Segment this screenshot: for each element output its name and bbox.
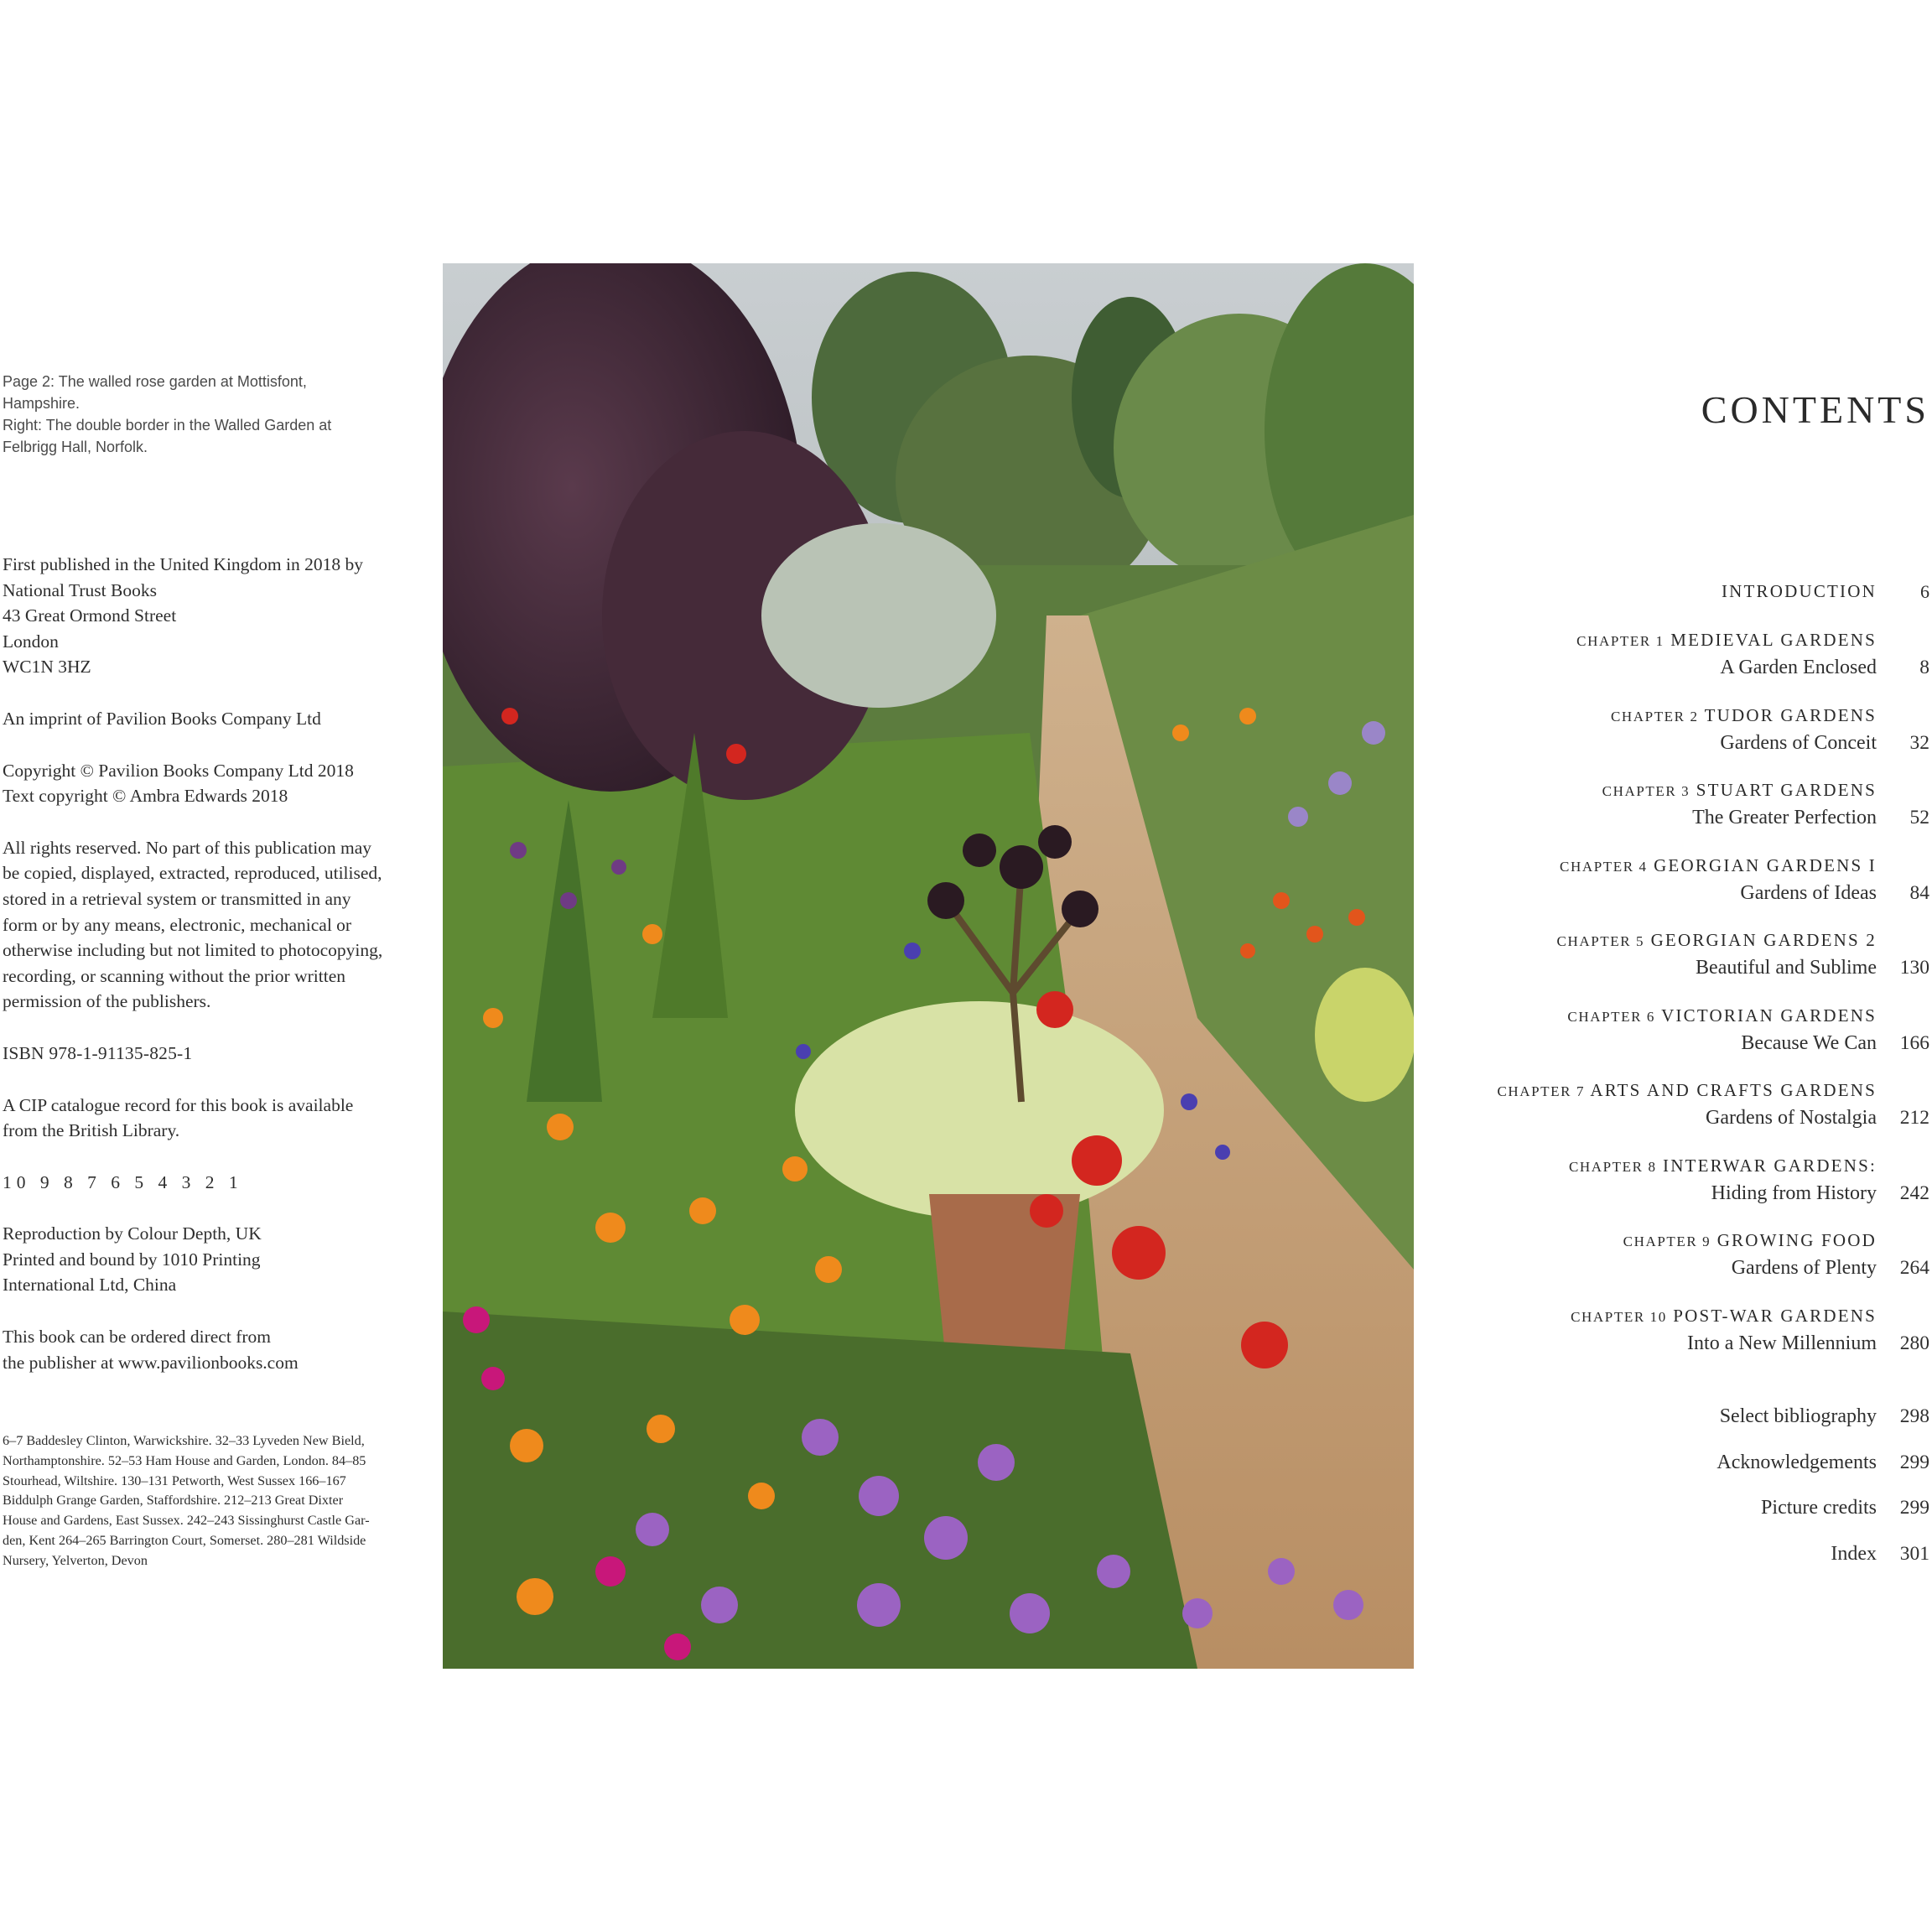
toc-heading [1571, 1306, 1877, 1327]
chapter-number: CHAPTER 10 [1571, 1308, 1667, 1325]
toc-heading [1557, 930, 1877, 951]
toc-heading: INTRODUCTION [1721, 581, 1877, 601]
chapter-title: GROWING FOOD [1716, 1230, 1877, 1250]
contents-title: CONTENTS [1701, 388, 1929, 431]
chapter-title: GEORGIAN GARDENS I [1654, 854, 1877, 875]
toc-entry-chapter[interactable] [1259, 1230, 1929, 1306]
back-matter-label: Acknowledgements [1716, 1451, 1877, 1473]
chapter-number: CHAPTER 1 [1576, 633, 1665, 649]
toc-entry-chapter[interactable] [1259, 705, 1929, 781]
toc-entry-chapter[interactable] [1259, 1156, 1929, 1231]
publisher-line: First published in the United Kingdom in 2018 by [3, 554, 363, 574]
printer-key: 10 9 8 7 6 5 4 3 2 1 [3, 1171, 243, 1192]
credits-line: House and Gardens, East Sussex. 242–243 Sissinghurst Castle Gar- [3, 1513, 370, 1529]
rights-line: All rights reserved. No part of this publication may [3, 837, 372, 858]
toc-entry-chapter[interactable] [1259, 855, 1929, 931]
toc-page-number: 212 [1899, 1107, 1929, 1129]
toc-entry-introduction[interactable] [1259, 581, 1929, 630]
chapter-number: CHAPTER 8 [1568, 1158, 1657, 1175]
toc-page-number: 299 [1899, 1451, 1929, 1473]
cip-line: from the British Library. [3, 1120, 180, 1141]
ordering-line: This book can be ordered direct from [3, 1327, 271, 1348]
publisher-address [3, 552, 422, 680]
cip-record [3, 1093, 422, 1144]
caption-line: Page 2: The walled rose garden at Mottisfont, [3, 373, 307, 390]
rights-line: otherwise including but not limited to photocopying, [3, 940, 383, 961]
toc-entry-chapter[interactable] [1259, 1005, 1929, 1081]
credits-line: Biddulph Grange Garden, Staffordshire. 212–213 Great Dixter [3, 1493, 344, 1509]
toc-heading [1569, 1156, 1877, 1176]
chapter-subtitle: Gardens of Ideas [1740, 881, 1877, 904]
toc-page-number: 280 [1899, 1332, 1929, 1354]
chapter-title: POST-WAR GARDENS [1673, 1305, 1877, 1326]
chapter-subtitle: Gardens of Conceit [1720, 731, 1877, 754]
copyright-line: Copyright © Pavilion Books Company Ltd 2018 [3, 760, 354, 781]
chapter-number: CHAPTER 5 [1556, 933, 1645, 949]
toc-page-number: 8 [1919, 657, 1929, 678]
imprint-note [3, 706, 422, 732]
credits-line: den, Kent 264–265 Barrington Court, Somerset. 280–281 Wildside [3, 1532, 366, 1548]
toc-page-number: 264 [1899, 1257, 1929, 1279]
reproduction-line: Printed and bound by 1010 Printing [3, 1249, 261, 1270]
back-matter-list [1510, 1405, 1929, 1589]
toc-heading [1560, 855, 1877, 876]
picture-locations-note [3, 1431, 413, 1571]
toc-page-number: 299 [1899, 1497, 1929, 1519]
rights-line: be copied, displayed, extracted, reproduced, utilised, [3, 863, 382, 884]
toc-heading [1567, 1005, 1877, 1026]
chapter-subtitle: Gardens of Nostalgia [1706, 1107, 1877, 1129]
reproduction-note [3, 1221, 422, 1298]
credits-line: Stourhead, Wiltshire. 130–131 Petworth, West Sussex 166–167 [3, 1472, 346, 1488]
chapter-subtitle: The Greater Perfection [1692, 807, 1877, 828]
chapter-title: MEDIEVAL GARDENS [1670, 630, 1877, 650]
copyright-notice [3, 758, 422, 809]
print-line [3, 1170, 422, 1196]
rights-line: form or by any means, electronic, mechanical or [3, 914, 352, 935]
toc-entry-chapter[interactable] [1259, 1306, 1929, 1381]
chapter-title: INTERWAR GARDENS: [1663, 1155, 1877, 1176]
toc-entry-chapter[interactable] [1259, 780, 1929, 855]
rights-line: recording, or scanning without the prior written [3, 965, 345, 986]
chapter-title: STUART GARDENS [1696, 780, 1877, 800]
toc-heading [1623, 1230, 1877, 1251]
chapter-subtitle: Hiding from History [1711, 1182, 1877, 1204]
toc-entry-chapter[interactable] [1259, 1080, 1929, 1156]
chapter-subtitle: Into a New Millennium [1687, 1332, 1877, 1354]
reproduction-line: Reproduction by Colour Depth, UK [3, 1223, 262, 1244]
rights-statement [3, 835, 422, 1015]
toc-entry-bibliography[interactable] [1510, 1405, 1929, 1452]
back-matter-label: Index [1831, 1543, 1877, 1566]
photo-caption [3, 371, 355, 458]
publisher-line: National Trust Books [3, 579, 157, 600]
ordering-line: the publisher at www.pavilionbooks.com [3, 1352, 299, 1373]
toc-heading [1497, 1080, 1877, 1101]
chapter-title: GEORGIAN GARDENS 2 [1650, 930, 1877, 950]
chapter-subtitle: Because We Can [1741, 1031, 1877, 1054]
toc-page-number: 166 [1899, 1031, 1929, 1054]
toc-page-number: 242 [1899, 1182, 1929, 1204]
chapter-number: CHAPTER 7 [1497, 1083, 1586, 1099]
chapter-subtitle: A Garden Enclosed [1720, 657, 1877, 678]
cip-line: A CIP catalogue record for this book is available [3, 1094, 354, 1115]
chapter-number: CHAPTER 3 [1602, 783, 1690, 799]
toc-entry-acknowledgements[interactable] [1510, 1452, 1929, 1498]
isbn-line: ISBN 978-1-91135-825-1 [3, 1042, 193, 1063]
table-of-contents [1259, 581, 1929, 1380]
toc-entry-index[interactable] [1510, 1543, 1929, 1589]
chapter-title: TUDOR GARDENS [1704, 704, 1877, 725]
reproduction-line: International Ltd, China [3, 1275, 177, 1296]
toc-heading [1611, 705, 1877, 726]
imprint-block [3, 552, 422, 1401]
publisher-line: WC1N 3HZ [3, 657, 91, 678]
toc-heading [1602, 780, 1877, 801]
rights-line: stored in a retrieval system or transmitted in any [3, 888, 351, 909]
chapter-title: ARTS AND CRAFTS GARDENS [1590, 1080, 1877, 1100]
imprint-line: An imprint of Pavilion Books Company Ltd [3, 708, 321, 729]
toc-page-number: 301 [1899, 1543, 1929, 1566]
chapter-number: CHAPTER 6 [1567, 1008, 1655, 1025]
chapter-title: VICTORIAN GARDENS [1661, 1005, 1877, 1026]
chapter-number: CHAPTER 4 [1560, 858, 1648, 875]
isbn [3, 1041, 422, 1067]
copyright-line: Text copyright © Ambra Edwards 2018 [3, 786, 288, 807]
toc-page-number: 298 [1899, 1405, 1929, 1427]
credits-line: 6–7 Baddesley Clinton, Warwickshire. 32–33 Lyveden New Bield, [3, 1433, 365, 1448]
toc-entry-picture-credits[interactable] [1510, 1497, 1929, 1543]
toc-heading [1576, 630, 1877, 651]
publisher-line: London [3, 631, 59, 652]
toc-entry-chapter[interactable] [1259, 930, 1929, 1005]
ordering-note [3, 1324, 422, 1375]
back-matter-label: Picture credits [1761, 1497, 1877, 1519]
caption-line: Hampshire. [3, 395, 80, 412]
chapter-number: CHAPTER 2 [1610, 708, 1699, 724]
chapter-subtitle: Gardens of Plenty [1731, 1257, 1877, 1279]
caption-line: Felbrigg Hall, Norfolk. [3, 439, 148, 455]
toc-page-number: 32 [1909, 731, 1929, 754]
credits-line: Northamptonshire. 52–53 Ham House and Garden, London. 84–85 [3, 1452, 366, 1468]
back-matter-label: Select bibliography [1719, 1405, 1877, 1427]
publisher-line: 43 Great Ormond Street [3, 605, 177, 626]
toc-page-number: 130 [1899, 957, 1929, 979]
chapter-subtitle: Beautiful and Sublime [1696, 957, 1877, 979]
credits-line: Nursery, Yelverton, Devon [3, 1552, 148, 1568]
toc-page-number: 52 [1909, 807, 1929, 828]
toc-page-number: 6 [1920, 581, 1929, 602]
chapter-number: CHAPTER 9 [1623, 1233, 1711, 1249]
toc-page-number: 84 [1909, 881, 1929, 904]
caption-line: Right: The double border in the Walled Garden at [3, 417, 332, 434]
toc-entry-chapter[interactable] [1259, 630, 1929, 705]
rights-line: permission of the publishers. [3, 991, 211, 1012]
